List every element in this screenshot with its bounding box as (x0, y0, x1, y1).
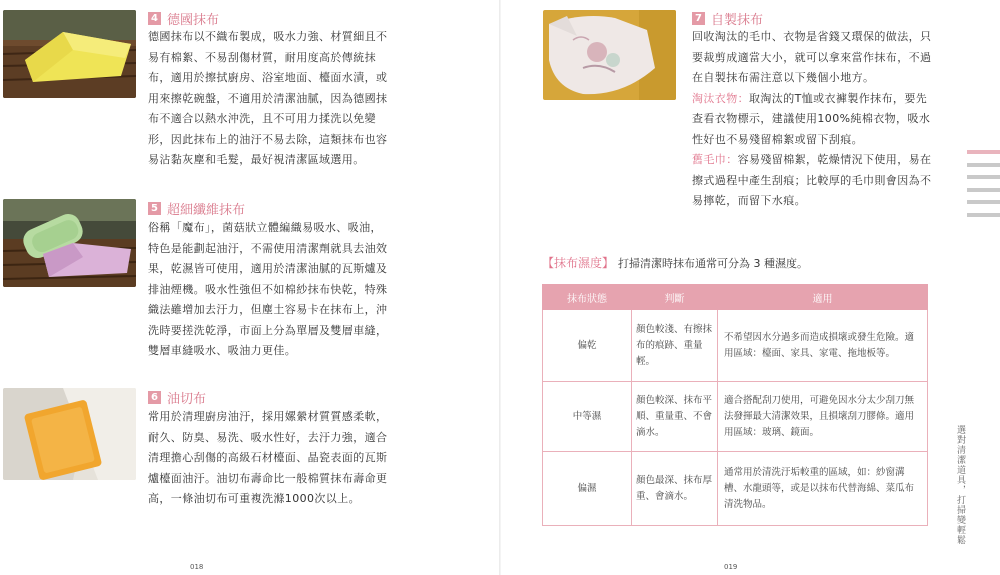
section-5-body (148, 218, 388, 362)
row-judge: 顏色較深、抹布平順、重量重、不會滴水。 (632, 382, 718, 452)
chapter-index-tabs (967, 150, 1000, 225)
table-row (543, 310, 928, 382)
row-use: 通常用於清洗汙垢較重的區域，如：紗窗溝槽、水龍頭等，或是以抹布代替海綿、菜瓜布清洗物品。 (718, 452, 928, 526)
section-5-heading: 超細纖維抹布 (167, 203, 246, 218)
section-7-item-old-clothes (692, 89, 932, 151)
table-row (543, 382, 928, 452)
section-7-body (692, 27, 932, 212)
section-7-number: 7 (692, 12, 705, 25)
section-5-number: 5 (148, 202, 161, 215)
row-judge: 顏色最深、抹布厚重、會滴水。 (632, 452, 718, 526)
tshirt-cloth-photo (543, 10, 676, 100)
row-use: 適合搭配刮刀使用，可避免因水分太少刮刀無法發揮最大清潔效果，且損壞刮刀膠條。適用用區域：玻璃、鏡面。 (718, 382, 928, 452)
section-6-body (148, 407, 388, 510)
right-page (500, 0, 1000, 575)
page-number-right: 019 (724, 563, 738, 571)
section-7-heading: 自製抹布 (711, 13, 764, 28)
microfiber-cloth-photo (3, 199, 136, 287)
row-state: 中等濕 (543, 382, 632, 452)
chapter-tab (967, 188, 1000, 192)
section-7-intro: 回收淘汰的毛巾、衣物是省錢又環保的做法，只要裁剪成適當大小，就可以拿來當作抹布，不過在自製抹布需注意以下幾個小地方。 (692, 30, 932, 84)
section-5-text: 俗稱「魔布」，菌菇狀立體編織易吸水、吸油，特色是能劃起油汙，不需使用清潔劑就具去油效果，乾濕皆可使用，適用於清潔油膩的瓦斯爐及排油煙機。吸水性強但不如棉紗抹布快乾，特殊織法雖增加去汙力，但塵土容易卡在抹布上，沖洗時要搓洗乾淨，市面上分為單層及雙層車縫，雙層車縫吸水、吸油力更佳。 (148, 221, 388, 357)
header-judge: 判斷 (632, 285, 718, 310)
table-header-row (543, 285, 928, 310)
section-4-body (148, 27, 388, 171)
table-heading-tag: 【抹布濕度】 (542, 256, 615, 270)
chapter-tab (967, 163, 1000, 167)
section-6-title (148, 388, 206, 407)
section-4-number: 4 (148, 12, 161, 25)
header-use: 適用 (718, 285, 928, 310)
section-4-text: 德國抹布以不織布製成，吸水力強、材質細且不易有棉絮、不易刮傷材質，耐用度高於傳統抹布，適用於擦拭廚房、浴室地面、檯面水漬，或用來擦乾碗盤，不適用於清潔油膩，因為德國抹布不適合以熱水沖洗，且不可用力揉洗以免變形，因此抹布上的油汙不易去除，這類抹布也容易沾黏灰塵和毛髮，最好視清潔區域選用。 (148, 30, 388, 166)
table-heading (542, 254, 808, 271)
cloth-wetness-table (542, 284, 928, 526)
chapter-side-label: 選對清潔道具，打掃變輕鬆 (955, 425, 965, 545)
section-6-number: 6 (148, 391, 161, 404)
old-towel-label: 舊毛巾： (692, 153, 738, 166)
section-6-text: 常用於清理廚房油汙，採用嫘縈材質質感柔軟，耐久、防臭、易洗、吸水性好，去汙力強，適合清理擔心刮傷的高級石材檯面、晶瓷表面的瓦斯爐檯面油汙。油切布壽命比一般棉質抹布壽命更高，一條油切布可重複洗滌1000次以上。 (148, 410, 388, 505)
row-use: 不希望因水分過多而造成損壞或發生危險。適用區域：檯面、家具、家電、拖地板等。 (718, 310, 928, 382)
section-7-item-old-towel (692, 150, 932, 212)
chapter-tab (967, 175, 1000, 179)
section-4-heading: 德國抹布 (167, 13, 220, 28)
table-heading-text: 打掃清潔時抹布通常可分為 3 種濕度。 (618, 257, 809, 270)
section-4-title (148, 9, 219, 28)
chapter-tab-active (967, 150, 1000, 154)
section-6-heading: 油切布 (167, 392, 207, 407)
old-clothes-label: 淘汰衣物： (692, 91, 749, 105)
table-row (543, 452, 928, 526)
page-number-left: 018 (190, 563, 204, 571)
row-state: 偏濕 (543, 452, 632, 526)
chapter-tab (967, 200, 1000, 204)
row-state: 偏乾 (543, 310, 632, 382)
german-cloth-photo (3, 10, 136, 98)
old-clothes-text: 取淘汰的T恤或衣褲製作抹布，要先查看衣物標示，建議使用100%純棉衣物，吸水性好也不易殘留棉絮或留下刮痕。 (692, 91, 931, 146)
old-towel-text: 容易殘留棉絮，乾燥情況下使用，易在擦式過程中產生刮痕；比較厚的毛巾則會因為不易擰乾，而留下水痕。 (692, 153, 932, 207)
oil-cutting-cloth-photo (3, 388, 136, 480)
chapter-tab (967, 213, 1000, 217)
section-5-title (148, 199, 245, 218)
header-state: 抹布狀態 (543, 285, 632, 310)
section-7-title (692, 9, 763, 28)
row-judge: 顏色較淺、有擦抹布的痕跡、重量輕。 (632, 310, 718, 382)
